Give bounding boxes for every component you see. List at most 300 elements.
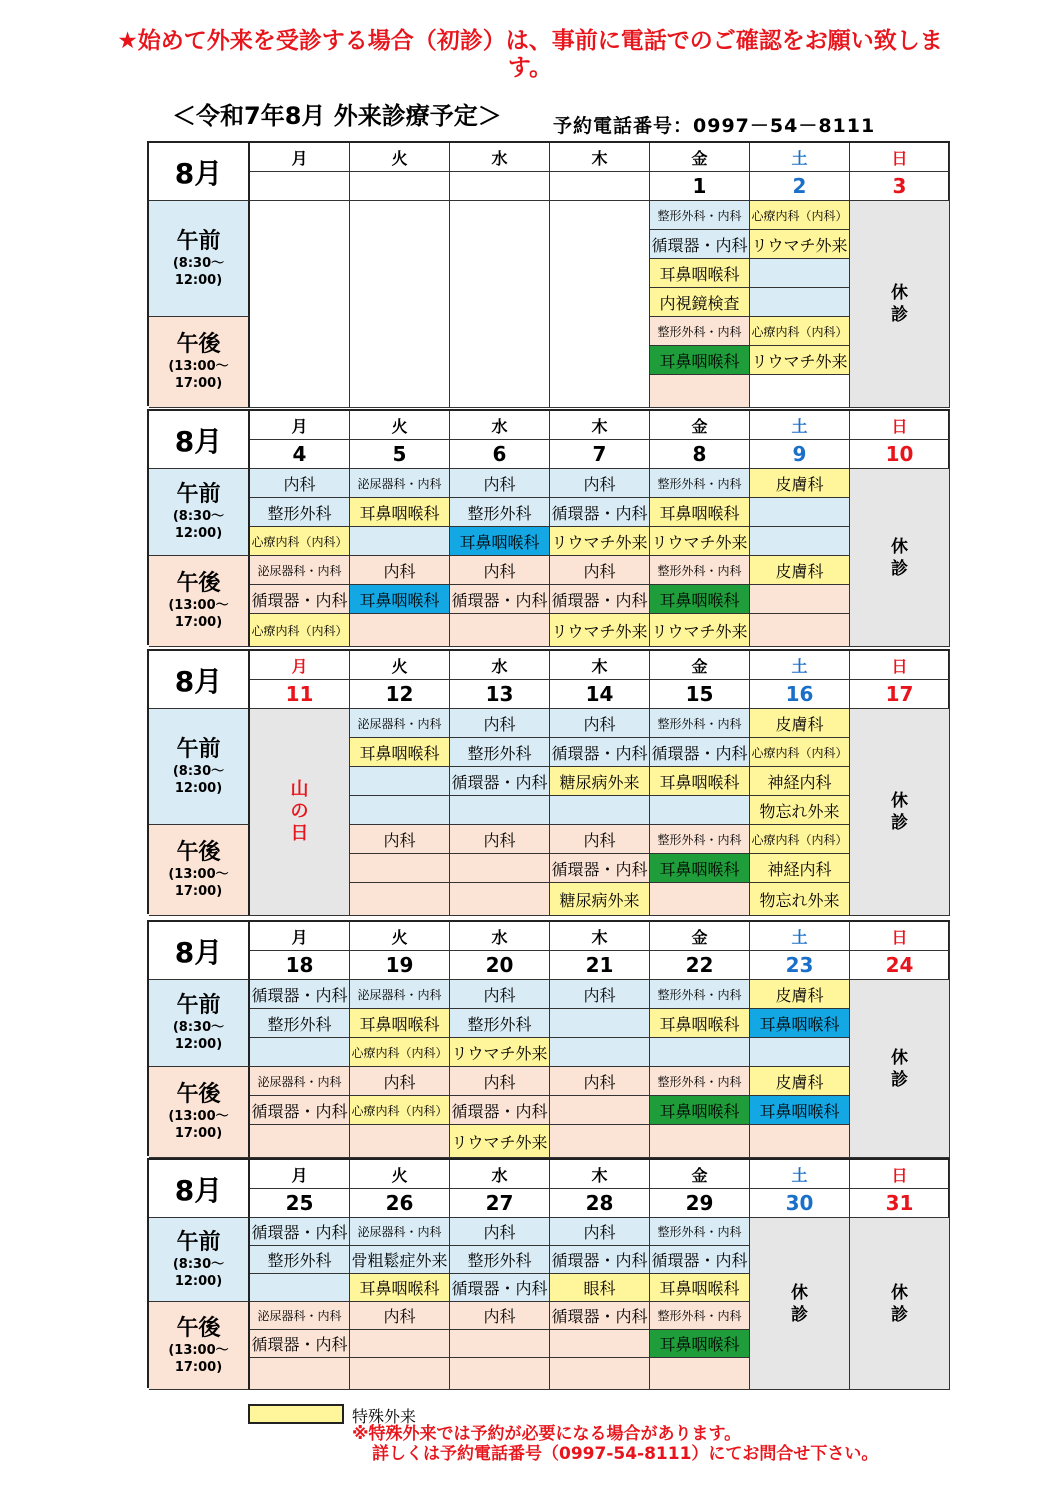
closed-text: 診: [891, 1304, 908, 1325]
am-title: 午前: [176, 736, 221, 762]
pm-slot: [450, 556, 550, 585]
pm-slot: [550, 1096, 650, 1125]
clinic-name: 整形外科・内科: [657, 832, 742, 847]
holiday-day: [250, 709, 350, 916]
weekday-header: [450, 922, 550, 951]
date-header: [650, 1189, 750, 1218]
am-slot: [450, 1246, 550, 1274]
clinic-name: 神経内科: [767, 772, 832, 792]
am-slot: [750, 709, 850, 738]
clinic-name: 耳鼻咽喉科: [659, 772, 740, 792]
clinic-name: 循環器・内科: [251, 590, 348, 610]
pm-slot: [550, 1067, 650, 1096]
pm-time-end: 17:00): [174, 615, 223, 630]
pm-slot: [550, 1125, 650, 1158]
clinic-name: 内科: [383, 1307, 416, 1326]
am-time: (8:30～: [172, 255, 225, 271]
clinic-name: 泌尿器科・内科: [357, 1225, 442, 1239]
weekday-header: [550, 411, 650, 440]
clinic-name: 内科: [583, 830, 616, 850]
am-title: 午前: [176, 993, 221, 1018]
pm-slot: [450, 1125, 550, 1158]
clinic-name: 泌尿器科・内科: [257, 1309, 342, 1323]
clinic-name: 耳鼻咽喉科: [659, 503, 740, 523]
am-time-end: 12:00): [174, 272, 223, 288]
am-slot: [250, 527, 350, 556]
clinic-name: 循環器・内科: [651, 743, 748, 763]
first-visit-notice: ★始めて外来を受診する場合（初診）は、事前に電話でのご確認をお願い致します。: [117, 28, 943, 81]
date-text: 16: [785, 682, 814, 706]
pm-slot: [350, 1302, 450, 1330]
date-header: [550, 440, 650, 469]
date-header: [650, 951, 750, 980]
date-text: 27: [485, 1191, 514, 1215]
clinic-name: 耳鼻咽喉科: [659, 859, 740, 879]
pm-slot: [550, 1358, 650, 1390]
date-header: [250, 1189, 350, 1218]
weekday-text: 金: [691, 656, 708, 676]
am-slot: [350, 796, 450, 825]
pm-slot: [450, 614, 550, 647]
clinic-name: 耳鼻咽喉科: [359, 590, 440, 610]
am-slot: [550, 498, 650, 527]
am-label: [149, 201, 250, 317]
date-text: 24: [885, 953, 914, 977]
weekday-header: [850, 922, 950, 951]
am-slot: [250, 498, 350, 527]
weekday-text: 日: [891, 416, 908, 436]
clinic-name: 内科: [583, 474, 616, 494]
weekday-header: [750, 411, 850, 440]
date-header: [750, 680, 850, 709]
clinic-name: 整形外科: [467, 743, 532, 763]
clinic-name: 循環器・内科: [451, 1279, 548, 1298]
weekday-text: 金: [691, 416, 708, 436]
pm-slot: [550, 1302, 650, 1330]
date-header: [350, 172, 450, 201]
am-slot: [550, 738, 650, 767]
weekday-text: 火: [391, 656, 408, 676]
date-text: 3: [892, 174, 907, 198]
pm-slot: [750, 375, 850, 408]
clinic-name: 皮膚科: [775, 714, 824, 734]
pm-slot: [250, 556, 350, 585]
pm-time-end: 17:00): [174, 1126, 223, 1141]
weekday-text: 日: [891, 1165, 908, 1185]
weekday-text: 金: [691, 927, 708, 947]
weekday-header: [850, 411, 950, 440]
clinic-name: 内科: [583, 1223, 616, 1242]
legend-swatch-special: [248, 1404, 344, 1424]
weekday-text: 日: [891, 927, 908, 947]
week-block: [147, 141, 950, 406]
date-header: [250, 680, 350, 709]
pm-slot: [650, 1302, 750, 1330]
clinic-name: 耳鼻咽喉科: [359, 503, 440, 523]
pm-slot: [650, 556, 750, 585]
clinic-name: 内科: [583, 1072, 616, 1092]
date-header: [450, 951, 550, 980]
am-slot: [750, 738, 850, 767]
month-label: [149, 1160, 250, 1218]
pm-title: 午後: [176, 1082, 221, 1107]
am-slot: [350, 709, 450, 738]
pm-slot: [750, 317, 850, 346]
date-text: 4: [292, 442, 307, 466]
week-block: [147, 649, 950, 914]
clinic-name: 心療内科（内科）: [351, 1103, 448, 1118]
pm-slot: [650, 614, 750, 647]
am-time-end: 12:00): [174, 1037, 223, 1052]
weekday-header: [350, 411, 450, 440]
am-slot: [450, 796, 550, 825]
weekday-text: 水: [491, 148, 508, 168]
weekday-header: [650, 411, 750, 440]
clinic-name: 循環器・内科: [551, 1307, 648, 1326]
pm-slot: [350, 1358, 450, 1390]
clinic-name: 循環器・内科: [651, 1251, 748, 1270]
clinic-name: 内科: [483, 561, 516, 581]
month-text: 8月: [174, 156, 223, 190]
am-slot: [550, 1038, 650, 1067]
am-slot: [750, 498, 850, 527]
pm-slot: [550, 585, 650, 614]
month-text: 8月: [174, 424, 223, 458]
pm-slot: [250, 1330, 350, 1358]
weekday-header: [350, 922, 450, 951]
am-slot: [250, 1274, 350, 1302]
weekday-text: 火: [391, 1165, 408, 1185]
pm-slot: [650, 1067, 750, 1096]
date-text: 21: [585, 953, 614, 977]
clinic-name: 耳鼻咽喉科: [659, 1014, 740, 1034]
clinic-name: 心療内科（内科）: [251, 534, 348, 549]
am-slot: [350, 498, 450, 527]
pm-slot: [250, 1358, 350, 1390]
weekday-text: 月: [291, 416, 308, 436]
am-slot: [750, 469, 850, 498]
pm-slot: [750, 883, 850, 916]
am-slot: [450, 527, 550, 556]
pm-slot: [450, 825, 550, 854]
date-text: 30: [785, 1191, 814, 1215]
am-slot: [350, 738, 450, 767]
pm-slot: [750, 1067, 850, 1096]
clinic-name: 整形外科・内科: [657, 716, 742, 731]
weekday-text: 土: [791, 927, 808, 947]
weekday-text: 木: [591, 416, 608, 436]
date-text: 7: [592, 442, 607, 466]
clinic-name: 循環器・内科: [651, 235, 748, 255]
pm-slot: [650, 1358, 750, 1390]
clinic-name: 循環器・内科: [551, 743, 648, 763]
date-header: [450, 172, 550, 201]
pm-slot: [250, 1302, 350, 1330]
am-label: [149, 980, 250, 1067]
date-header: [450, 1189, 550, 1218]
am-slot: [350, 1274, 450, 1302]
date-header: [850, 1189, 950, 1218]
date-header: [850, 440, 950, 469]
weekday-text: 木: [591, 148, 608, 168]
clinic-name: 皮膚科: [775, 1072, 824, 1092]
pm-slot: [350, 1125, 450, 1158]
clinic-name: 糖尿病外来: [559, 772, 640, 792]
am-slot: [450, 1009, 550, 1038]
clinic-name: 耳鼻咽喉科: [659, 351, 740, 371]
pm-slot: [750, 1096, 850, 1125]
pm-slot: [550, 556, 650, 585]
month-label: [149, 922, 250, 980]
date-text: 20: [485, 953, 514, 977]
clinic-name: 循環器・内科: [251, 1335, 348, 1354]
clinic-name: 物忘れ外来: [759, 801, 840, 821]
weekday-header: [550, 143, 650, 172]
weekday-header: [750, 651, 850, 680]
pm-slot: [650, 825, 750, 854]
weekday-header: [550, 922, 650, 951]
clinic-name: 泌尿器科・内科: [257, 563, 342, 578]
clinic-name: 整形外科・内科: [657, 1074, 742, 1089]
date-text: 10: [885, 442, 914, 466]
am-slot: [550, 1009, 650, 1038]
clinic-name: 耳鼻咽喉科: [459, 532, 540, 552]
empty-day: [550, 201, 650, 408]
clinic-name: リウマチ外来: [551, 532, 648, 552]
am-slot: [750, 230, 850, 259]
weekday-header: [850, 143, 950, 172]
am-slot: [650, 259, 750, 288]
am-slot: [650, 201, 750, 230]
date-header: [550, 951, 650, 980]
clinic-name: 耳鼻咽喉科: [659, 1279, 740, 1298]
pm-slot: [550, 854, 650, 883]
pm-slot: [750, 854, 850, 883]
clinic-name: 内科: [483, 1307, 516, 1326]
date-header: [750, 440, 850, 469]
closed-text: 休: [891, 1282, 908, 1303]
date-text: 14: [585, 682, 614, 706]
closed-text: 診: [891, 1069, 908, 1090]
date-text: 15: [685, 682, 714, 706]
am-slot: [350, 1246, 450, 1274]
pm-slot: [450, 1067, 550, 1096]
am-slot: [650, 980, 750, 1009]
empty-day: [250, 201, 350, 408]
pm-slot: [350, 585, 450, 614]
pm-slot: [750, 346, 850, 375]
clinic-name: 耳鼻咽喉科: [659, 590, 740, 610]
date-header: [550, 172, 650, 201]
closed-day: [850, 1218, 950, 1390]
am-slot: [650, 767, 750, 796]
holiday-text: 日: [290, 823, 309, 844]
am-slot: [650, 1009, 750, 1038]
am-label: [149, 1218, 250, 1302]
clinic-name: 内科: [383, 561, 416, 581]
date-header: [450, 680, 550, 709]
weekday-text: 金: [691, 1165, 708, 1185]
clinic-name: 循環器・内科: [551, 1251, 648, 1270]
am-title: 午前: [176, 482, 221, 507]
am-slot: [450, 498, 550, 527]
am-slot: [350, 1038, 450, 1067]
am-slot: [350, 767, 450, 796]
am-slot: [650, 1038, 750, 1067]
pm-slot: [650, 317, 750, 346]
date-header: [350, 440, 450, 469]
am-slot: [350, 1009, 450, 1038]
weekday-text: 日: [891, 148, 908, 168]
date-text: 5: [392, 442, 407, 466]
weekday-header: [350, 1160, 450, 1189]
date-text: 28: [585, 1191, 614, 1215]
weekday-text: 水: [491, 1165, 508, 1185]
am-slot: [350, 980, 450, 1009]
am-slot: [650, 469, 750, 498]
footnote-line-1: ※特殊外来では予約が必要になる場合があります。: [352, 1424, 742, 1444]
am-slot: [550, 1218, 650, 1246]
pm-slot: [750, 1125, 850, 1158]
weekday-text: 木: [591, 656, 608, 676]
am-slot: [450, 1274, 550, 1302]
pm-slot: [650, 585, 750, 614]
weekday-text: 月: [291, 656, 308, 676]
am-time-end: 12:00): [174, 526, 223, 541]
clinic-name: 内科: [483, 830, 516, 850]
pm-slot: [350, 614, 450, 647]
clinic-name: リウマチ外来: [551, 621, 648, 641]
clinic-name: 内科: [483, 474, 516, 494]
pm-slot: [350, 883, 450, 916]
pm-label: [149, 317, 250, 408]
clinic-name: リウマチ外来: [651, 621, 748, 641]
pm-slot: [550, 883, 650, 916]
weekday-header: [250, 922, 350, 951]
footnote: [352, 1424, 878, 1464]
am-slot: [650, 1218, 750, 1246]
clinic-name: 耳鼻咽喉科: [759, 1101, 840, 1121]
pm-title: 午後: [176, 1315, 221, 1341]
clinic-name: リウマチ外来: [751, 351, 848, 371]
clinic-name: 耳鼻咽喉科: [359, 1014, 440, 1034]
am-slot: [750, 980, 850, 1009]
am-slot: [750, 527, 850, 556]
date-header: [250, 951, 350, 980]
clinic-name: 内科: [483, 985, 516, 1005]
am-slot: [450, 767, 550, 796]
date-text: 12: [385, 682, 414, 706]
am-slot: [650, 1274, 750, 1302]
weekday-header: [850, 651, 950, 680]
clinic-name: 皮膚科: [775, 474, 824, 494]
am-slot: [650, 498, 750, 527]
clinic-name: 内科: [383, 1072, 416, 1092]
am-slot: [250, 980, 350, 1009]
clinic-name: 物忘れ外来: [759, 890, 840, 910]
clinic-name: 内視鏡検査: [659, 293, 740, 313]
weekday-text: 日: [891, 656, 908, 676]
clinic-name: 循環器・内科: [551, 590, 648, 610]
pm-time-end: 17:00): [174, 884, 223, 899]
am-slot: [750, 767, 850, 796]
date-header: [350, 680, 450, 709]
am-slot: [750, 259, 850, 288]
am-slot: [650, 1246, 750, 1274]
weekday-text: 水: [491, 927, 508, 947]
pm-slot: [350, 1067, 450, 1096]
weekday-text: 土: [791, 416, 808, 436]
weekday-text: 水: [491, 416, 508, 436]
pm-slot: [750, 614, 850, 647]
clinic-name: 循環器・内科: [551, 859, 648, 879]
am-label: [149, 469, 250, 556]
clinic-name: 循環器・内科: [251, 1223, 348, 1242]
am-slot: [750, 796, 850, 825]
weekday-text: 月: [291, 1165, 308, 1185]
pm-slot: [450, 1358, 550, 1390]
am-slot: [250, 1009, 350, 1038]
clinic-name: 内科: [483, 1223, 516, 1242]
pm-title: 午後: [176, 571, 221, 596]
date-text: 1: [692, 174, 707, 198]
am-slot: [650, 796, 750, 825]
weekday-text: 土: [791, 1165, 808, 1185]
clinic-name: 内科: [583, 714, 616, 734]
date-text: 18: [285, 953, 314, 977]
closed-text: 休: [891, 1047, 908, 1068]
closed-day: [850, 469, 950, 647]
weekday-header: [250, 143, 350, 172]
pm-time: (13:00～: [168, 867, 229, 882]
pm-title: 午後: [176, 840, 221, 865]
closed-text: 休: [791, 1282, 808, 1303]
date-header: [550, 1189, 650, 1218]
am-slot: [550, 980, 650, 1009]
pm-slot: [350, 854, 450, 883]
clinic-name: 眼科: [583, 1279, 616, 1298]
am-title: 午前: [176, 228, 221, 254]
pm-slot: [450, 585, 550, 614]
clinic-name: 循環器・内科: [551, 503, 648, 523]
closed-text: 休: [891, 283, 908, 303]
pm-slot: [450, 1302, 550, 1330]
weekday-header: [250, 1160, 350, 1189]
pm-slot: [550, 1330, 650, 1358]
am-slot: [350, 527, 450, 556]
pm-time-end: 17:00): [174, 376, 223, 391]
weekday-text: 月: [291, 927, 308, 947]
date-header: [650, 680, 750, 709]
am-slot: [350, 1218, 450, 1246]
am-slot: [650, 288, 750, 317]
weekday-header: [550, 1160, 650, 1189]
am-slot: [650, 738, 750, 767]
weekday-text: 木: [591, 927, 608, 947]
date-text: 25: [285, 1191, 314, 1215]
weekday-header: [250, 651, 350, 680]
pm-slot: [450, 883, 550, 916]
am-slot: [450, 738, 550, 767]
date-text: 11: [285, 682, 314, 706]
date-header: [250, 172, 350, 201]
clinic-name: 心療内科（内科）: [751, 832, 848, 847]
weekday-text: 火: [391, 416, 408, 436]
clinic-name: 心療内科（内科）: [251, 623, 348, 638]
clinic-name: 皮膚科: [775, 561, 824, 581]
clinic-name: 整形外科・内科: [657, 1225, 742, 1239]
clinic-name: 内科: [283, 474, 316, 494]
